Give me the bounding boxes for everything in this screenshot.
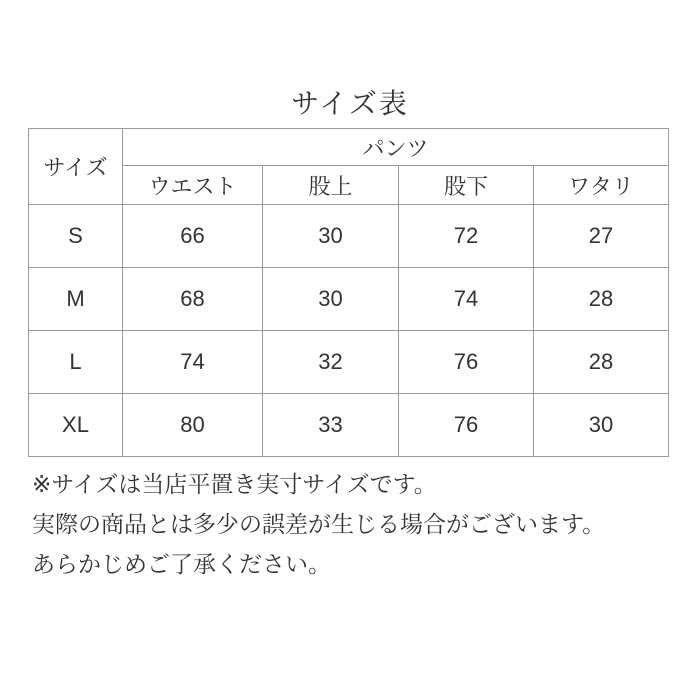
value-cell: 76 bbox=[399, 331, 534, 394]
table-row-m bbox=[29, 268, 669, 331]
footnote-tolerance: 実際の商品とは多少の誤差が生じる場合がございます。 bbox=[32, 511, 606, 537]
value-cell: 74 bbox=[123, 331, 263, 394]
value-cell: 66 bbox=[123, 205, 263, 268]
value-cell: 30 bbox=[263, 205, 399, 268]
value-cell: 72 bbox=[399, 205, 534, 268]
value-cell: 33 bbox=[263, 394, 399, 457]
table-header-row-measures bbox=[29, 166, 669, 205]
pants-group-header: パンツ bbox=[123, 129, 669, 166]
value-cell: 76 bbox=[399, 394, 534, 457]
footnote-measurement: ※サイズは当店平置き実寸サイズです。 bbox=[32, 471, 437, 497]
size-cell: XL bbox=[29, 394, 123, 457]
size-cell: L bbox=[29, 331, 123, 394]
value-cell: 30 bbox=[534, 394, 669, 457]
value-cell: 30 bbox=[263, 268, 399, 331]
column-header-waist: ウエスト bbox=[123, 166, 263, 205]
value-cell: 32 bbox=[263, 331, 399, 394]
table-row-xl bbox=[29, 394, 669, 457]
value-cell: 28 bbox=[534, 331, 669, 394]
value-cell: 74 bbox=[399, 268, 534, 331]
size-table bbox=[28, 128, 669, 457]
footnotes bbox=[32, 464, 672, 584]
page-title: サイズ表 bbox=[291, 88, 409, 119]
table-header-row-group bbox=[29, 129, 669, 166]
footnote-understanding: あらかじめご了承ください。 bbox=[32, 551, 331, 577]
value-cell: 27 bbox=[534, 205, 669, 268]
column-header-rise: 股上 bbox=[263, 166, 399, 205]
value-cell: 80 bbox=[123, 394, 263, 457]
column-header-thigh: ワタリ bbox=[534, 166, 669, 205]
size-cell: M bbox=[29, 268, 123, 331]
size-cell: S bbox=[29, 205, 123, 268]
column-header-inseam: 股下 bbox=[399, 166, 534, 205]
size-column-header: サイズ bbox=[29, 129, 123, 205]
table-row-l bbox=[29, 331, 669, 394]
table-row-s bbox=[29, 205, 669, 268]
value-cell: 28 bbox=[534, 268, 669, 331]
value-cell: 68 bbox=[123, 268, 263, 331]
